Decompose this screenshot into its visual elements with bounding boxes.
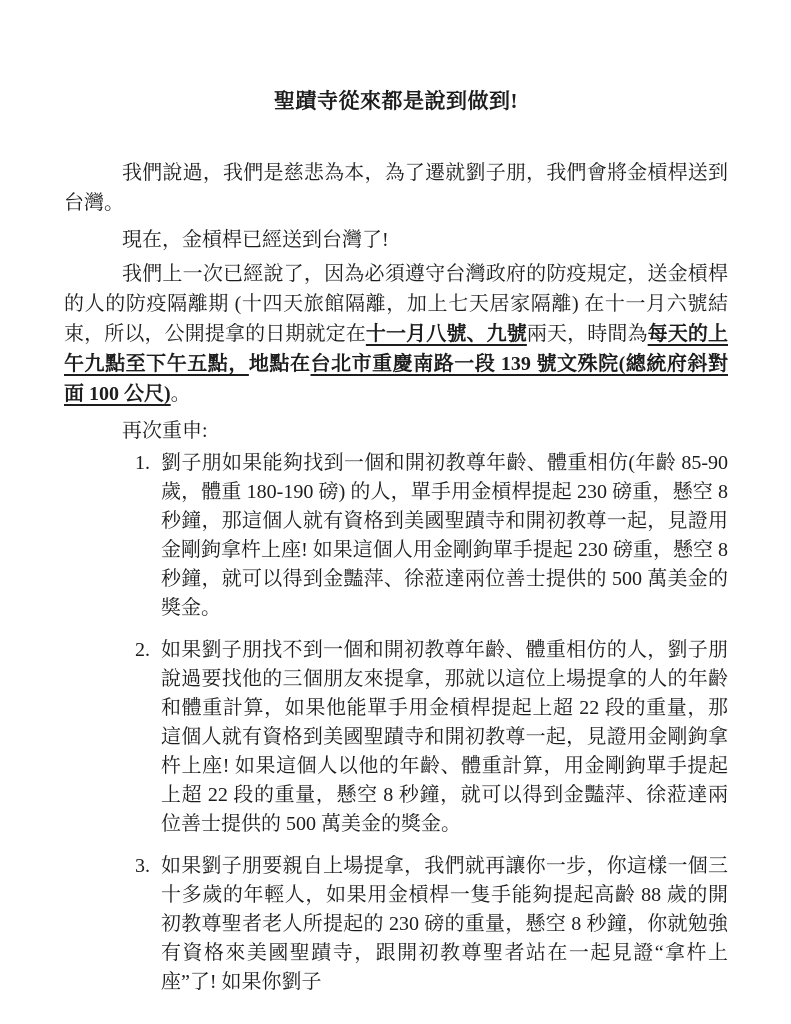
list-item	[135, 852, 728, 997]
text-segment: 。	[170, 383, 191, 405]
text-segment: 地點在	[248, 353, 311, 375]
list-item-text: 如果劉子朋要親自上場提拿，我們就再讓你一步，你這樣一個三十多歲的年輕人，如果用金槓桿一隻手能夠提起高齡 88 歲的開初教尊聖者老人所提起的 230 磅的重量，懸空 8 秒鐘，你就勉強有資格來美國聖蹟寺，跟開初教尊聖者站在一起見證“拿杵上座”了! 如果你劉子	[161, 855, 728, 993]
document-title: 聖蹟寺從來都是說到做到!	[274, 89, 518, 113]
restate-heading: 再次重申:	[122, 420, 208, 442]
list-item	[135, 636, 728, 839]
paragraph-intro: 我們說過，我們是慈悲為本，為了遷就劉子朋，我們會將金槓桿送到台灣。	[64, 162, 728, 214]
list-item-text: 如果劉子朋找不到一個和開初教尊年齡、體重相仿的人，劉子朋說過要找他的三個朋友來提拿，那就以這位上場提拿的人的年齡和體重計算，如果他能單手用金槓桿提起上超 22 段的重量，那這個人就有資格到美國聖蹟寺和開初教尊一起，見證用金剛鉤拿杵上座! 如果這個人以他的年齡、體重計算，用金剛鉤單手提起上超 22 段的重量，懸空 8 秒鐘，就可以得到金豔萍、徐蒞達兩位善士提供的 500 萬美金的獎金。	[161, 639, 728, 835]
text-segment: 台北市重慶南路一段 139 號文殊院(總統府斜對面 100 公尺)	[64, 353, 728, 405]
text-segment: 每天的上午九點至下午五點，	[64, 323, 728, 375]
paragraph-arrival: 現在，金槓桿已經送到台灣了!	[122, 229, 389, 251]
paragraph-schedule	[64, 259, 728, 409]
text-segment: 兩天，時間為	[526, 323, 648, 345]
conditions-list	[64, 449, 728, 997]
list-item-text: 劉子朋如果能夠找到一個和開初教尊年齡、體重相仿(年齡 85-90 歲，體重 180-190 磅) 的人，單手用金槓桿提起 230 磅重，懸空 8 秒鐘，那這個人就有資格到美國聖蹟寺和開初教尊一起，見證用金剛鉤拿杵上座! 如果這個人用金剛鉤單手提起 230 磅重，懸空 8 秒鐘，就可以得到金豔萍、徐蒞達兩位善士提供的 500 萬美金的獎金。	[161, 452, 728, 619]
text-segment: 我們上一次已經說了，因為必須遵守台灣政府的防疫規定，送金槓桿的人的防疫隔離期 (十四天旅館隔離，加上七天居家隔離) 在十一月六號結束，所以，公開提拿的日期就定在	[64, 263, 728, 345]
list-item-number: 1.	[135, 452, 150, 474]
list-item	[135, 449, 728, 623]
text-segment: 十一月八號、九號	[365, 323, 527, 345]
list-item-number: 3.	[135, 855, 150, 877]
list-item-number: 2.	[135, 639, 150, 661]
